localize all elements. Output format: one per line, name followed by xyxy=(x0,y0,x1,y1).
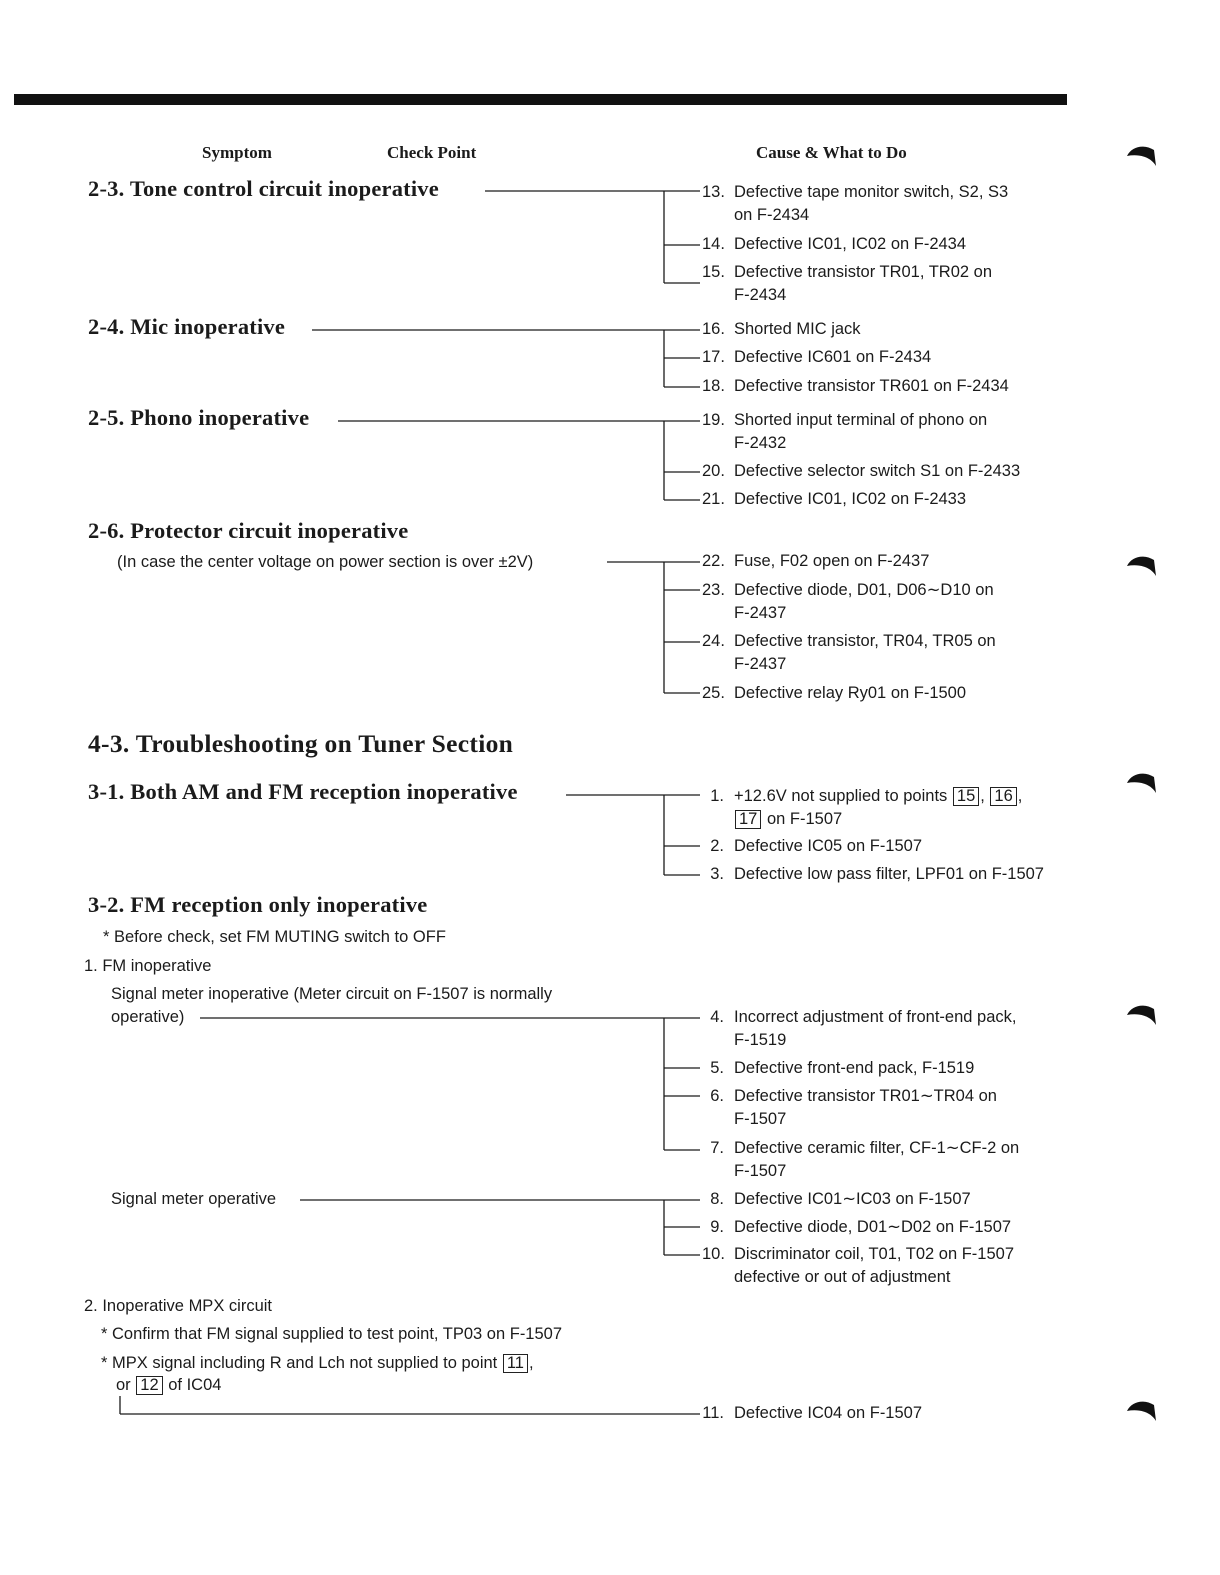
cause-text-post: on F-1507 xyxy=(766,810,843,828)
cause-text-cont: F-2437 xyxy=(734,655,787,673)
cause-text-cont: on F-2434 xyxy=(734,206,810,224)
cause-text: Defective IC601 on F-2434 xyxy=(734,348,932,366)
cause-number: 16. xyxy=(702,320,725,338)
cause-text: Defective IC01, IC02 on F-2433 xyxy=(734,490,967,508)
cause-text-cont: F-1519 xyxy=(734,1031,787,1049)
cause-number: 9. xyxy=(710,1218,724,1236)
binding-hole-mark-icon xyxy=(1126,1397,1158,1423)
symptom-2-6-condition: (In case the center voltage on power section is over ±2V) xyxy=(117,553,534,571)
cause-text: Defective low pass filter, LPF01 on F-1507 xyxy=(734,865,1044,883)
binding-hole-mark-icon xyxy=(1126,769,1158,795)
cause-text: Fuse, F02 open on F-2437 xyxy=(734,552,930,570)
cause-number: 11. xyxy=(702,1404,724,1422)
cause-text: Defective IC04 on F-1507 xyxy=(734,1404,923,1422)
header-symptom: Symptom xyxy=(202,143,272,162)
cause-text: Defective IC05 on F-1507 xyxy=(734,837,923,855)
section-4-3-title: 4-3. Troubleshooting on Tuner Section xyxy=(88,729,514,758)
cause-number: 1. xyxy=(710,787,724,805)
cause-text: Incorrect adjustment of front-end pack, xyxy=(734,1008,1017,1026)
symptom-3-2-title: 3-2. FM reception only inoperative xyxy=(88,892,428,917)
note-mpx-or: or xyxy=(116,1376,131,1394)
point-17-box: 17 xyxy=(735,810,761,829)
cause-number: 14. xyxy=(702,235,725,253)
point-16-box: 16 xyxy=(990,787,1016,806)
cause-text: Defective IC01, IC02 on F-2434 xyxy=(734,235,967,253)
cause-number: 10. xyxy=(702,1245,725,1263)
cause-text: Discriminator coil, T01, T02 on F-1507 xyxy=(734,1245,1015,1263)
cause-text: Defective transistor TR01, TR02 on xyxy=(734,263,993,281)
binding-hole-mark-icon xyxy=(1126,1001,1158,1027)
cause-number: 4. xyxy=(710,1008,724,1026)
symptom-2-4-title: 2-4. Mic inoperative xyxy=(88,314,286,339)
cause-number: 20. xyxy=(702,462,725,480)
cause-text: Defective selector switch S1 on F-2433 xyxy=(734,462,1021,480)
cause-number: 25. xyxy=(702,684,725,702)
note-confirm-fm-signal: * Confirm that FM signal supplied to test point, TP03 on F-1507 xyxy=(101,1325,563,1343)
cause-text-cont: F-1507 xyxy=(734,1162,787,1180)
cause-number: 2. xyxy=(710,837,724,855)
cause-text-cont: defective or out of adjustment xyxy=(734,1268,951,1286)
cause-number: 22. xyxy=(702,552,725,570)
note-mpx-signal xyxy=(101,1352,534,1375)
cause-text-cont: F-2434 xyxy=(734,286,787,304)
cause-number: 13. xyxy=(702,183,725,201)
cause-text-cont: F-2432 xyxy=(734,434,787,452)
cause-text: Defective ceramic filter, CF-1∼CF-2 on xyxy=(734,1139,1020,1157)
cause-text-cont: F-1507 xyxy=(734,1110,787,1128)
cause-text: Defective transistor TR601 on F-2434 xyxy=(734,377,1009,395)
cause-text: Defective relay Ry01 on F-1500 xyxy=(734,684,967,702)
symptom-2-6-title: 2-6. Protector circuit inoperative xyxy=(88,518,409,543)
point-11-box: 11 xyxy=(503,1354,528,1373)
header-cause: Cause & What to Do xyxy=(756,143,907,162)
note-mpx-text: * MPX signal including R and Lch not supplied to point xyxy=(101,1354,498,1372)
cause-text: Defective transistor TR01∼TR04 on xyxy=(734,1087,997,1105)
point-15-box: 15 xyxy=(953,787,979,806)
binding-hole-mark-icon xyxy=(1126,552,1158,578)
cause-number: 15. xyxy=(702,263,725,281)
cause-number: 8. xyxy=(710,1190,724,1208)
cause-number: 21. xyxy=(702,490,725,508)
cause-number: 7. xyxy=(710,1139,724,1157)
note-fm-muting: * Before check, set FM MUTING switch to OFF xyxy=(103,928,446,946)
cause-text: Defective IC01∼IC03 on F-1507 xyxy=(734,1190,971,1208)
symptom-2-5-title: 2-5. Phono inoperative xyxy=(88,405,310,430)
note-mpx-of: of IC04 xyxy=(168,1376,222,1394)
cause-text-cont: F-2437 xyxy=(734,604,787,622)
symptom-3-1-title: 3-1. Both AM and FM reception inoperative xyxy=(88,779,518,804)
cause-number: 18. xyxy=(702,377,725,395)
binding-hole-mark-icon xyxy=(1126,142,1158,168)
cause-text: Shorted MIC jack xyxy=(734,320,861,338)
cause-text: Defective front-end pack, F-1519 xyxy=(734,1059,975,1077)
header-check-point: Check Point xyxy=(387,143,477,162)
cause-text: Shorted input terminal of phono on xyxy=(734,411,988,429)
cause-text-cont xyxy=(734,808,842,831)
note-mpx-comma: , xyxy=(528,1354,534,1372)
cause-number: 23. xyxy=(702,581,725,599)
symptom-2-3-title: 2-3. Tone control circuit inoperative xyxy=(88,176,439,201)
cause-text: +12.6V not supplied to points 15 , 16 , xyxy=(734,787,1023,805)
item-fm-inoperative: 1. FM inoperative xyxy=(84,957,212,975)
point-12-box: 12 xyxy=(136,1376,162,1395)
item-mpx-inoperative: 2. Inoperative MPX circuit xyxy=(84,1297,272,1315)
cause-text-pre: +12.6V not supplied to points xyxy=(734,787,948,805)
cause-number: 3. xyxy=(710,865,724,883)
meter-inoperative-line2: operative) xyxy=(111,1008,185,1026)
cause-number: 17. xyxy=(702,348,725,366)
meter-inoperative-line1: Signal meter inoperative (Meter circuit on F-1507 is normally xyxy=(111,985,553,1003)
cause-text: Defective diode, D01∼D02 on F-1507 xyxy=(734,1218,1012,1236)
cause-number: 24. xyxy=(702,632,725,650)
cause-number: 5. xyxy=(710,1059,724,1077)
cause-text: Defective tape monitor switch, S2, S3 xyxy=(734,183,1009,201)
cause-number: 6. xyxy=(710,1087,724,1105)
cause-text: Defective diode, D01, D06∼D10 on xyxy=(734,581,994,599)
meter-operative: Signal meter operative xyxy=(111,1190,277,1208)
cause-text: Defective transistor, TR04, TR05 on xyxy=(734,632,996,650)
note-mpx-line2 xyxy=(116,1374,221,1397)
cause-number: 19. xyxy=(702,411,725,429)
